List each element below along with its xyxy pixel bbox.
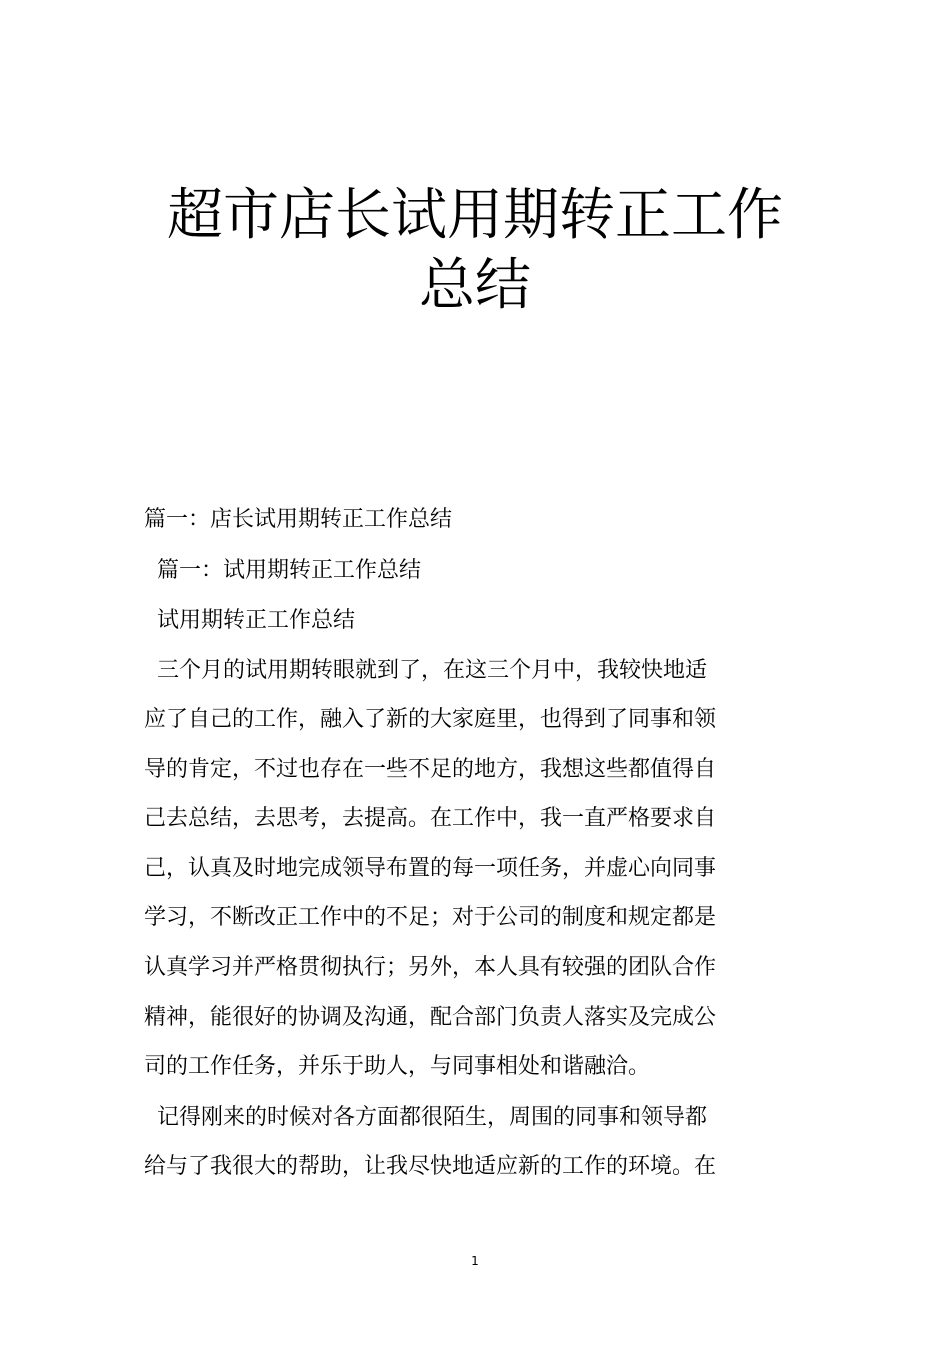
sub-heading: 试用期转正工作总结 <box>157 608 356 633</box>
paragraph-line: 己去总结，去思考，去提高。在工作中，我一直严格要求自 <box>144 806 717 831</box>
paragraph-line: 三个月的试用期转眼就到了，在这三个月中，我较快地适 <box>157 658 708 683</box>
paragraph-line: 司的工作任务，并乐于助人，与同事相处和谐融洽。 <box>144 1054 651 1079</box>
paragraph-line: 给与了我很大的帮助，让我尽快地适应新的工作的环境。在 <box>144 1154 717 1179</box>
paragraph-line: 导的肯定，不过也存在一些不足的地方，我想这些都值得自 <box>144 757 717 782</box>
page-number: 1 <box>471 1254 479 1268</box>
paragraph-line: 认真学习并严格贯彻执行；另外，本人具有较强的团队合作 <box>144 955 717 980</box>
document-title-line-2: 总结 <box>419 253 531 318</box>
paragraph-line: 应了自己的工作，融入了新的大家庭里，也得到了同事和领 <box>144 707 717 732</box>
paragraph-line: 记得刚来的时候对各方面都很陌生，周围的同事和领导都 <box>157 1105 708 1130</box>
section-heading: 篇一：店长试用期转正工作总结 <box>144 507 453 532</box>
paragraph-line: 学习，不断改正工作中的不足；对于公司的制度和规定都是 <box>144 905 717 930</box>
paragraph-line: 精神，能很好的协调及沟通，配合部门负责人落实及完成公 <box>144 1005 717 1030</box>
sub-heading: 篇一：试用期转正工作总结 <box>157 558 422 583</box>
document-title-line-1: 超市店长试用期转正工作 <box>167 183 783 248</box>
paragraph-line: 己，认真及时地完成领导布置的每一项任务，并虚心向同事 <box>144 856 717 881</box>
